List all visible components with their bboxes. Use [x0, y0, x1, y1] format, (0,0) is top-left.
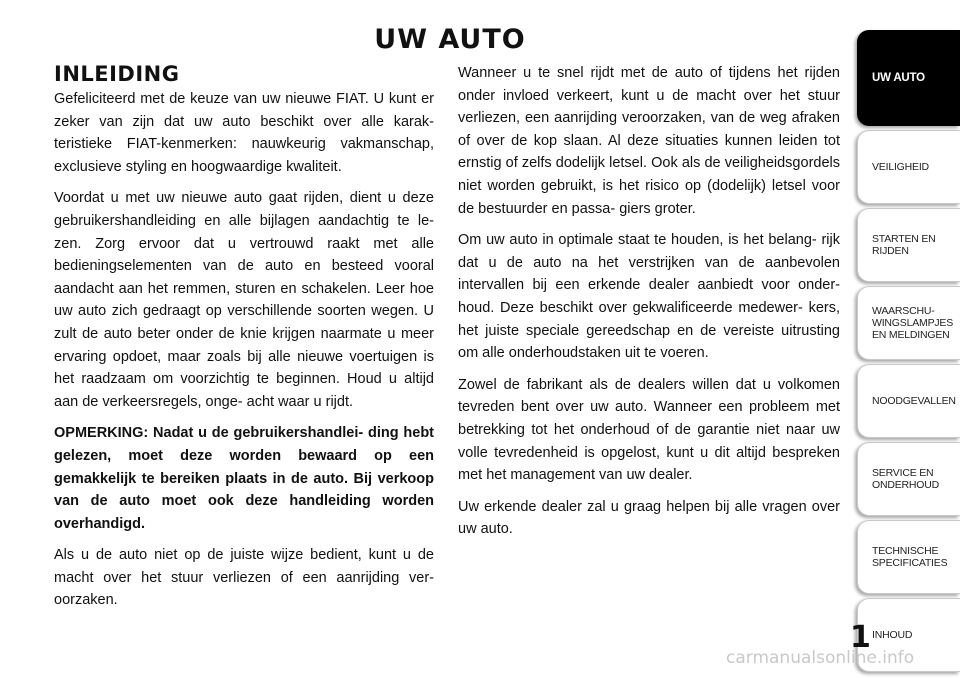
tab-waarschuwingslampjes[interactable]	[857, 286, 960, 360]
note-paragraph: OPMERKING: Nadat u de gebruikershandlei- ding hebt gelezen, moet deze worden bewaard op een gemakkelijk te bereiken plaats in de auto. Bij verkoop van de auto moet ook deze handleiding worden overhandigd.	[54, 425, 434, 532]
tab-label: NOODGEVALLEN	[872, 395, 956, 407]
tab-label: UW AUTO	[872, 72, 925, 84]
tab-noodgevallen[interactable]	[857, 364, 960, 438]
section-heading: INLEIDING	[54, 62, 180, 86]
warning-paragraph: Als u de auto niet op de juiste wijze bedient, kunt u de macht over het stuur verliezen of een aanrijding ver- oorzaken.	[54, 547, 434, 609]
watermark: carmanualsonline.info	[726, 648, 915, 668]
dealer-paragraph: Uw erkende dealer zal u graag helpen bij alle vragen over uw auto.	[458, 498, 840, 538]
intro-paragraph: Gefeliciteerd met de keuze van uw nieuwe FIAT. U kunt er zeker van zijn dat uw auto beschikt over alle karak- teristieke FIAT-kenmerken: nauwkeurig vakmanschap, exclusieve styling en hoogwaardige kwaliteit.	[54, 91, 434, 175]
tab-uw-auto[interactable]	[857, 30, 960, 126]
satisfaction-paragraph: Zowel de fabrikant als de dealers willen dat u volkomen tevreden bent over uw auto. Wanneer een probleem met betrekking tot het onderhoud of de garantie niet naar uw volle tevredenheid is opgelost, kunt u dit altijd bespreken met het management van uw dealer.	[458, 376, 840, 484]
page-number: 1	[850, 620, 871, 655]
tab-label: TECHNISCHE SPECIFICATIES	[872, 545, 948, 569]
tab-label: STARTEN EN RIJDEN	[872, 233, 936, 257]
tab-label: INHOUD	[872, 629, 913, 641]
tab-veiligheid[interactable]	[857, 130, 960, 204]
instructions-paragraph: Voordat u met uw nieuwe auto gaat rijden, dient u deze gebruikershandleiding en alle bijlagen aandachtig te le- zen. Zorg ervoor dat u vertrouwd raakt met alle bedieningselementen van de auto en besteed vooral aandacht aan het remmen, sturen en schakelen. Leer hoe uw auto zich gedraagt op verschillende soorten wegen. U zult de auto beter onder de knie krijgen naarmate u meer ervaring opdoet, maar zoals bij alle nieuwe voertuigen is het raadzaam om voorzichtig te beginnen. Houd u altijd aan de verkeersregels, onge- acht waar u rijdt.	[54, 190, 434, 410]
tab-label: SERVICE EN ONDERHOUD	[872, 467, 940, 491]
tab-service-en-onderhoud[interactable]	[857, 442, 960, 516]
page-title: UW AUTO	[374, 24, 526, 55]
chapter-tabs	[857, 30, 960, 676]
maintenance-paragraph: Om uw auto in optimale staat te houden, is het belang- rijk dat u de auto na het verstrijken van de aanbevolen intervallen bij een erkende dealer aanbiedt voor onder- houd. Deze beschikt over gekwalificeerde medewer- kers, het juiste speciale gereedschap en de vereiste uitrusting om alle onderhoudstaken uit te voeren.	[458, 232, 840, 362]
tab-label: VEILIGHEID	[872, 161, 929, 173]
tab-starten-en-rijden[interactable]	[857, 208, 960, 282]
tab-technische-specificaties[interactable]	[857, 520, 960, 594]
left-column	[54, 62, 434, 621]
speed-paragraph: Wanneer u te snel rijdt met de auto of tijdens het rijden onder invloed verkeert, kunt u de macht over het stuur verliezen, een aanrijding veroorzaken, van de weg afraken of over de kop slaan. Al deze situaties kunnen leiden tot ernstig of zelfs dodelijk letsel. Ook als de veiligheidsgordels niet worden gebruikt, is het risico op (dodelijk) letsel voor de bestuurder en passa- giers groter.	[458, 65, 840, 217]
tab-label: WAARSCHU- WINGSLAMPJES EN MELDINGEN	[872, 305, 954, 341]
right-column	[458, 62, 840, 550]
